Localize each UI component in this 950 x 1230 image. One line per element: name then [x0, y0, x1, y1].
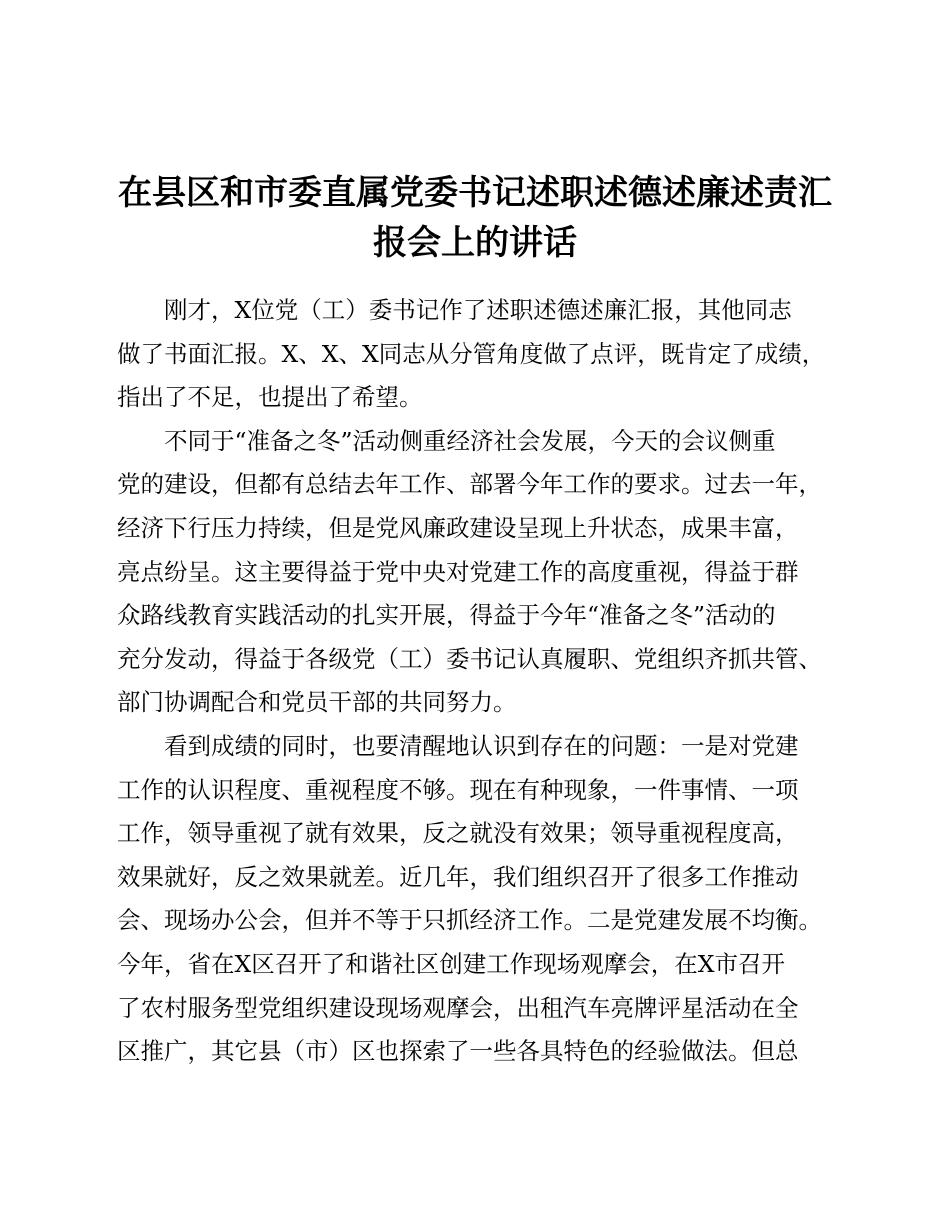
- paragraph-1: [117, 289, 857, 420]
- paragraph-3: [117, 725, 857, 1074]
- paragraph-2: [117, 420, 857, 725]
- document-title: [100, 168, 850, 268]
- text-line: 看到成绩的同时，也要清醒地认识到存在的问题：一是对党建: [164, 731, 799, 760]
- text-line: 刚才，X位党（工）委书记作了述职述德述廉汇报，其他同志: [164, 296, 792, 324]
- text-line: 工作的认识程度、重视程度不够。现在有种现象，一件事情、一项: [117, 775, 799, 804]
- text-line: 今年，省在X区召开了和谐社区创建工作现场观摩会，在X市召开: [117, 949, 785, 978]
- text-line: 区推广，其它县（市）区也探索了一些各具特色的经验做法。但总: [117, 1037, 799, 1066]
- title-line: 报会上的讲话: [373, 223, 577, 263]
- text-line: 效果就好，反之效果就差。近几年，我们组织召开了很多工作推动: [117, 862, 799, 891]
- text-line: 众路线教育实践活动的扎实开展，得益于今年“准备之冬”活动的: [117, 601, 776, 630]
- text-line: 充分发动，得益于各级党（工）委书记认真履职、党组织齐抓共管、: [117, 644, 822, 673]
- text-line: 经济下行压力持续，但是党风廉政建设呈现上升状态，成果丰富，: [117, 513, 799, 542]
- title-line: 在县区和市委直属党委书记述职述德述廉述责汇: [118, 173, 832, 213]
- text-line: 会、现场办公会，但并不等于只抓经济工作。二是党建发展不均衡。: [117, 906, 822, 935]
- document-body: [117, 289, 857, 1074]
- text-line: 党的建设，但都有总结去年工作、部署今年工作的要求。过去一年，: [117, 470, 822, 499]
- text-line: 亮点纷呈。这主要得益于党中央对党建工作的高度重视，得益于群: [117, 557, 799, 586]
- text-line: 部门协调配合和党员干部的共同努力。: [117, 688, 517, 717]
- text-line: 了农村服务型党组织建设现场观摩会，出租汽车亮牌评星活动在全: [117, 993, 799, 1022]
- text-line: 指出了不足，也提出了希望。: [117, 383, 423, 412]
- text-line: 做了书面汇报。X、X、X同志从分管角度做了点评，既肯定了成绩，: [117, 339, 826, 368]
- text-line: 不同于“准备之冬”活动侧重经济社会发展，今天的会议侧重: [164, 426, 776, 455]
- text-line: 工作，领导重视了就有效果，反之就没有效果；领导重视程度高，: [117, 819, 799, 848]
